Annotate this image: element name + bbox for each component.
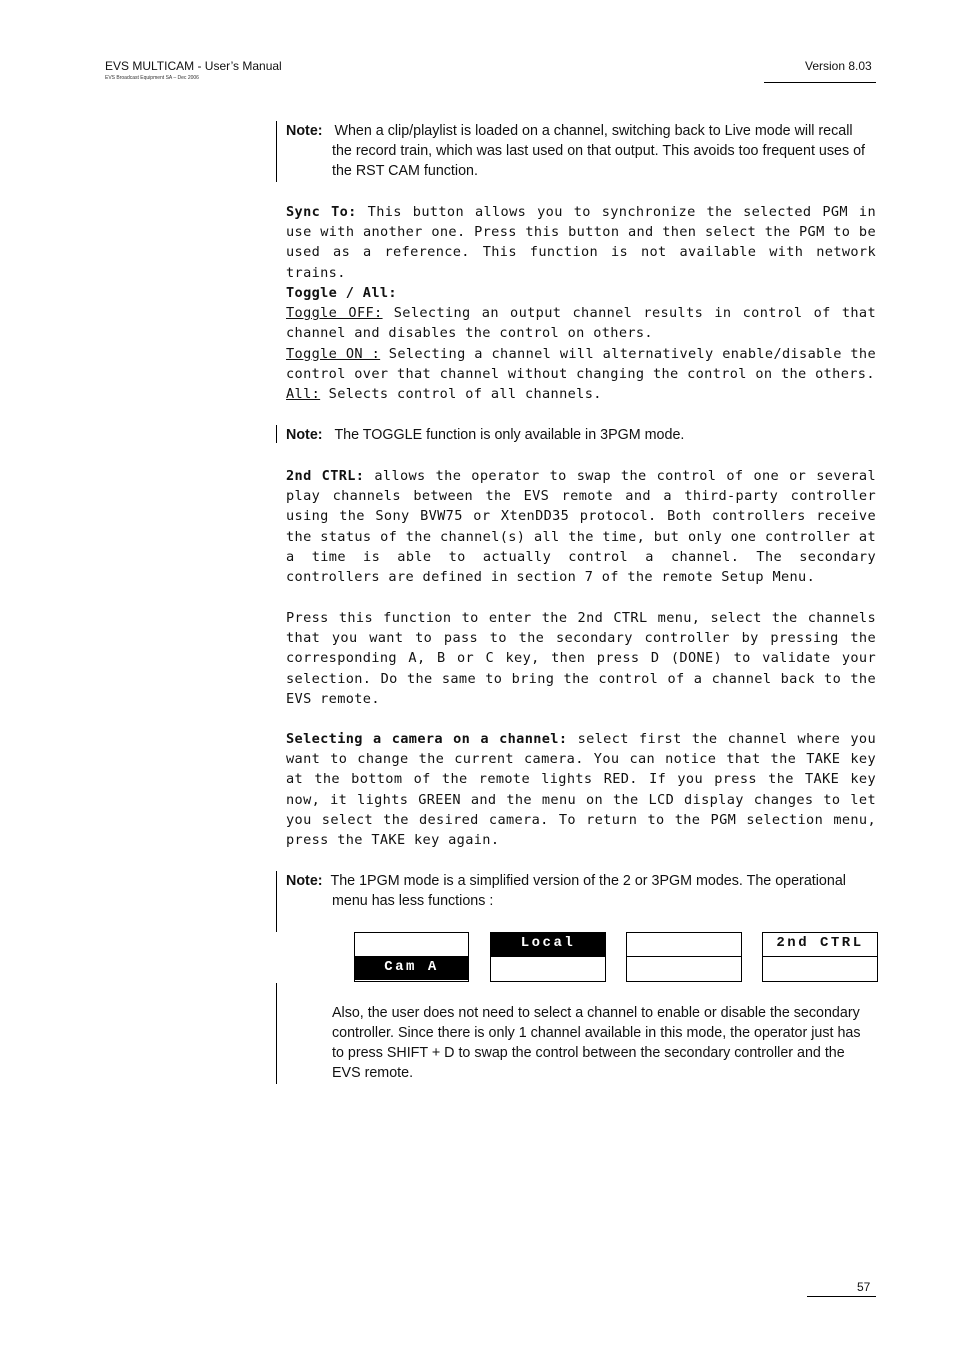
note-1: Note: When a clip/playlist is loaded on a channel, switching back to Live mode will recall the record train, which was last used on that output. This avoids too frequent uses of the RST CAM function.: [286, 123, 865, 179]
note-label: Note:: [286, 123, 323, 139]
toggle-section: Toggle / All: Toggle OFF: Selecting an output channel results in control of that channel and disables the control on others. Toggle ON : Selecting a channel will alternatively enable/disable the control over that channel without changing the control on the others. All: Selects control of all channels.: [286, 285, 876, 403]
lcd-cell-d: [762, 932, 878, 982]
sync-to-heading: Sync To:: [286, 204, 357, 220]
manual-title: EVS MULTICAM - User’s Manual: [105, 59, 282, 73]
sync-to-paragraph: Sync To: This button allows you to synchronize the selected PGM in use with another one. Press this button and then select the PGM to be used as a reference. This function is not available with network trains.: [286, 204, 877, 281]
change-bar: [276, 425, 277, 443]
lcd-c-bottom: [627, 957, 741, 980]
selecting-camera-heading: Selecting a camera on a channel:: [286, 731, 568, 747]
note-2: Note: The TOGGLE function is only available in 3PGM mode.: [286, 427, 685, 443]
all-label: All:: [286, 386, 321, 403]
change-bar: [276, 871, 277, 932]
lcd-b-bottom: [491, 957, 605, 980]
header-rule: [764, 82, 876, 83]
version-label: Version 8.03: [805, 59, 872, 73]
toggle-off-label: Toggle OFF:: [286, 305, 383, 322]
toggle-on-label: Toggle ON :: [286, 345, 381, 362]
lcd-d-bottom: [763, 957, 877, 980]
change-bar: [276, 121, 277, 182]
footer-rule: [807, 1296, 876, 1297]
lcd-a-bottom: Cam A: [355, 957, 468, 980]
note-label: Note:: [286, 873, 323, 889]
toggle-heading: Toggle / All:: [286, 285, 397, 301]
lcd-cell-c: [626, 932, 742, 982]
lcd-cell-b: [490, 932, 606, 982]
also-paragraph: Also, the user does not need to select a channel to enable or disable the secondary controller. Since there is only 1 channel available in this mode, the operator just has to press SHIFT + D to swap the control between the secondary controller and the EVS remote.: [332, 1005, 861, 1081]
lcd-b-top: Local: [491, 933, 605, 957]
lcd-d-top: 2nd CTRL: [763, 933, 877, 957]
second-ctrl-paragraph: 2nd CTRL: allows the operator to swap the control of one or several play channels between the EVS remote and a third-party controller using the Sony BVW75 or XtenDD35 protocol. Both controllers receive the status of the channel(s) all the time, but only one controller at a time is able to actually control a channel. The secondary controllers are defined in section 7 of the remote Setup Menu.: [286, 468, 876, 586]
change-bar: [276, 983, 277, 1084]
note-3: Note: The 1PGM mode is a simplified version of the 2 or 3PGM modes. The operational menu has less functions :: [286, 873, 846, 909]
lcd-a-top: [355, 933, 468, 957]
lcd-cell-a: [354, 932, 469, 982]
selecting-camera-paragraph: Selecting a camera on a channel: select first the channel where you want to change the current camera. You can notice that the TAKE key at the bottom of the remote lights RED. If you press the TAKE key now, it lights GREEN and the menu on the LCD display changes to let you select the desired camera. To return to the PGM selection menu, press the TAKE key again.: [286, 731, 876, 849]
press-function-paragraph: Press this function to enter the 2nd CTRL menu, select the channels that you want to pass to the secondary controller by pressing the corresponding A, B or C key, then press D (DONE) to validate your selection. Do the same to bring the control of a channel back to the EVS remote.: [286, 610, 876, 707]
manual-subtitle: EVS Broadcast Equipment SA – Dec 2006: [105, 75, 199, 81]
second-ctrl-heading: 2nd CTRL:: [286, 468, 365, 484]
note-label: Note:: [286, 427, 323, 443]
page-number: 57: [857, 1280, 871, 1294]
lcd-c-top: [627, 933, 741, 957]
